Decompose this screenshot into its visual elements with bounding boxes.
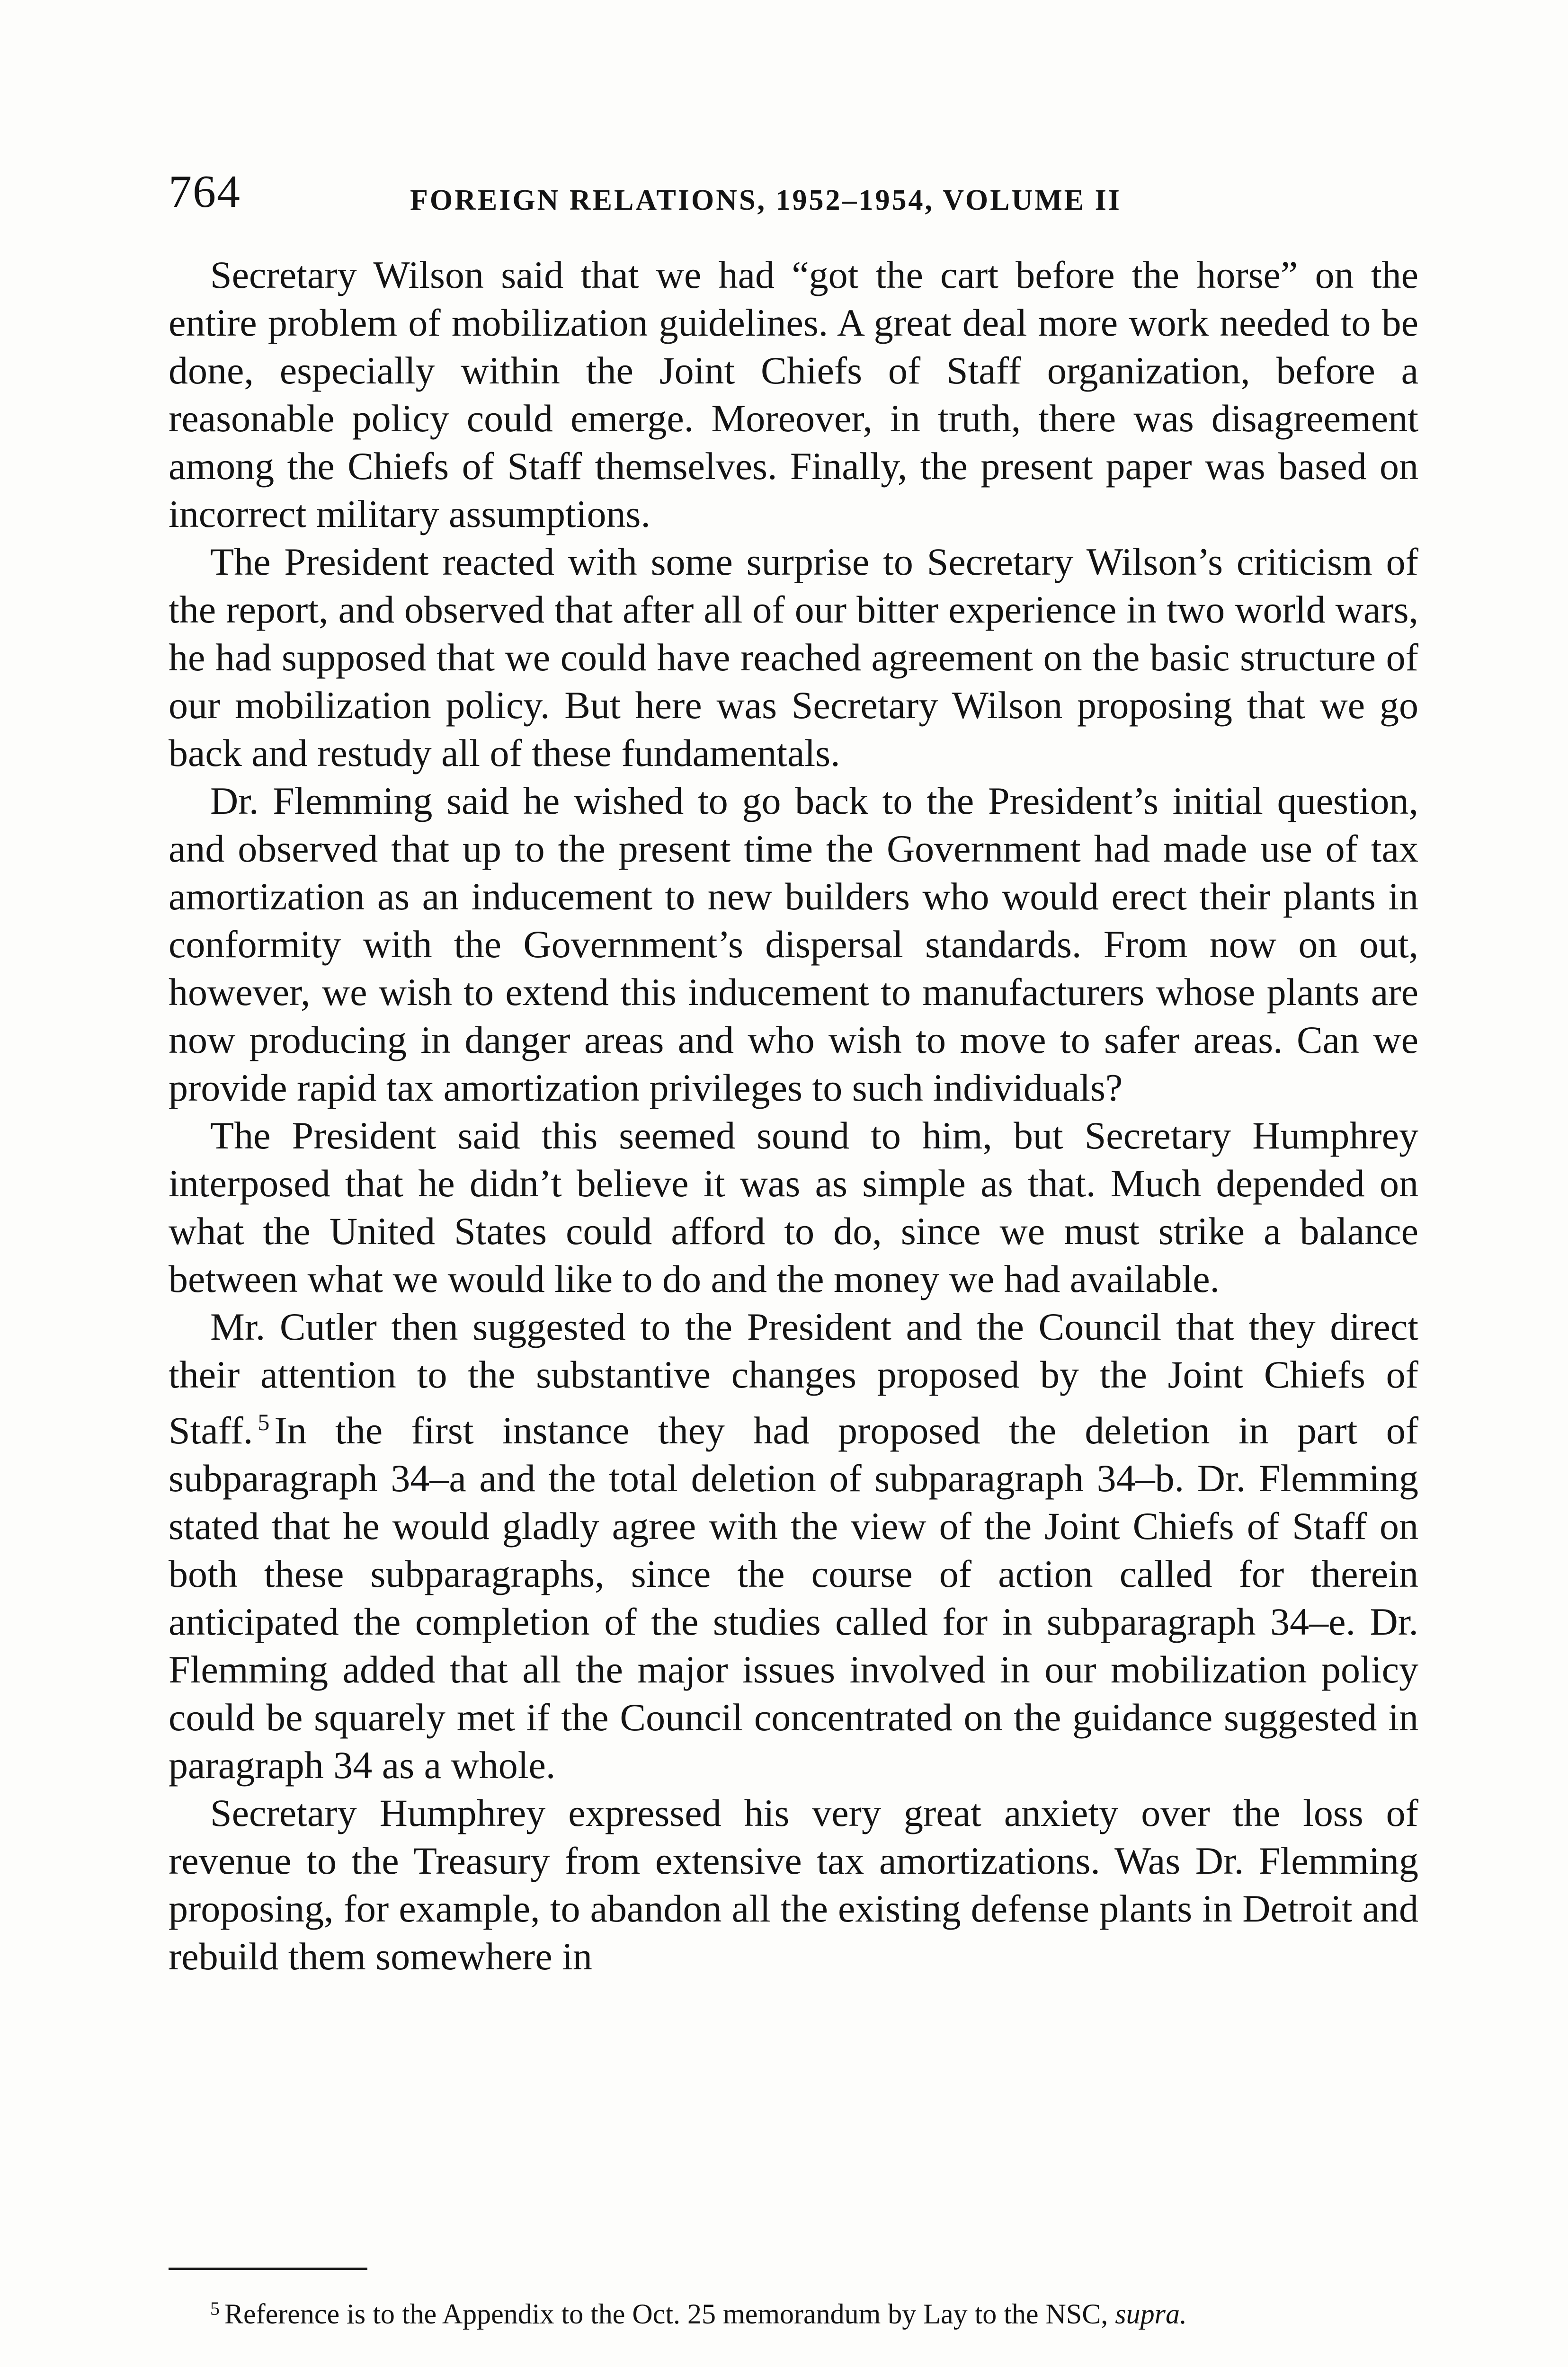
paragraph-5-text-a: Mr. Cutler then suggested to the President and the Council that they direct their attention to the substantive changes proposed by the Joint Chiefs of Staff.	[169, 1305, 1418, 1452]
body-text	[169, 251, 1418, 1980]
paragraph-2: The President reacted with some surprise to Secretary Wilson’s criticism of the report, and observed that after all of our bitter experience in two world wars, he had supposed that we could have reached agreement on the basic structure of our mobilization policy. But here was Secretary Wilson proposing that we go back and restudy all of these fundamentals.	[169, 540, 1418, 774]
footnote-text: Reference is to the Appendix to the Oct. 25 memorandum by Lay to the NSC,	[224, 2298, 1108, 2330]
paragraph-1: Secretary Wilson said that we had “got the cart before the horse” on the entire problem of mobilization guidelines. A great deal more work needed to be done, especially within the Joint Chiefs of Staff organization, before a reasonable policy could emerge. Moreover, in truth, there was disagreement among the Chiefs of Staff themselves. Finally, the present paper was based on incorrect military assumptions.	[169, 253, 1418, 535]
footnote-marker: 5	[210, 2298, 220, 2319]
paragraph-5-text-b: In the first instance they had proposed the deletion in part of subparagraph 34–a and the total deletion of subparagraph 34–b. Dr. Flemming stated that he would gladly agree with the view of the Joint Chiefs of Staff on both these subparagraphs, since the course of action called for therein anticipated the completion of the studies called for in subparagraph 34–e. Dr. Flemming added that all the major issues involved in our mobilization policy could be squarely met if the Council concentrated on the guidance suggested in paragraph 34 as a whole.	[169, 1409, 1418, 1787]
paragraph-6: Secretary Humphrey expressed his very great anxiety over the loss of revenue to the Treasury from extensive tax amortizations. Was Dr. Flemming proposing, for example, to abandon all the existing defense plants in Detroit and rebuild them somewhere in	[169, 1791, 1418, 1978]
page-header	[169, 161, 1418, 222]
paragraph-3: Dr. Flemming said he wished to go back to the President’s initial question, and observed that up to the present time the Government had made use of tax amortization as an inducement to new builders who would erect their plants in conformity with the Government’s dispersal standards. From now on out, however, we wish to extend this inducement to manufacturers whose plants are now producing in danger areas and who wish to move to safer areas. Can we provide rapid tax amortization privileges to such individuals?	[169, 779, 1418, 1109]
footnote-divider	[169, 2268, 367, 2270]
footnote-italic-text: supra.	[1115, 2298, 1187, 2330]
footnote	[169, 2290, 1418, 2332]
running-head: FOREIGN RELATIONS, 1952–1954, VOLUME II	[410, 184, 1122, 216]
paragraph-5	[169, 1303, 1418, 1789]
page-number: 764	[169, 166, 241, 217]
footnote-reference[interactable]: 5	[258, 1409, 270, 1435]
paragraph-4: The President said this seemed sound to him, but Secretary Humphrey interposed that he didn’t believe it was as simple as that. Much depended on what the United States could afford to do, since we must strike a balance between what we would like to do and the money we had available.	[169, 1114, 1418, 1300]
